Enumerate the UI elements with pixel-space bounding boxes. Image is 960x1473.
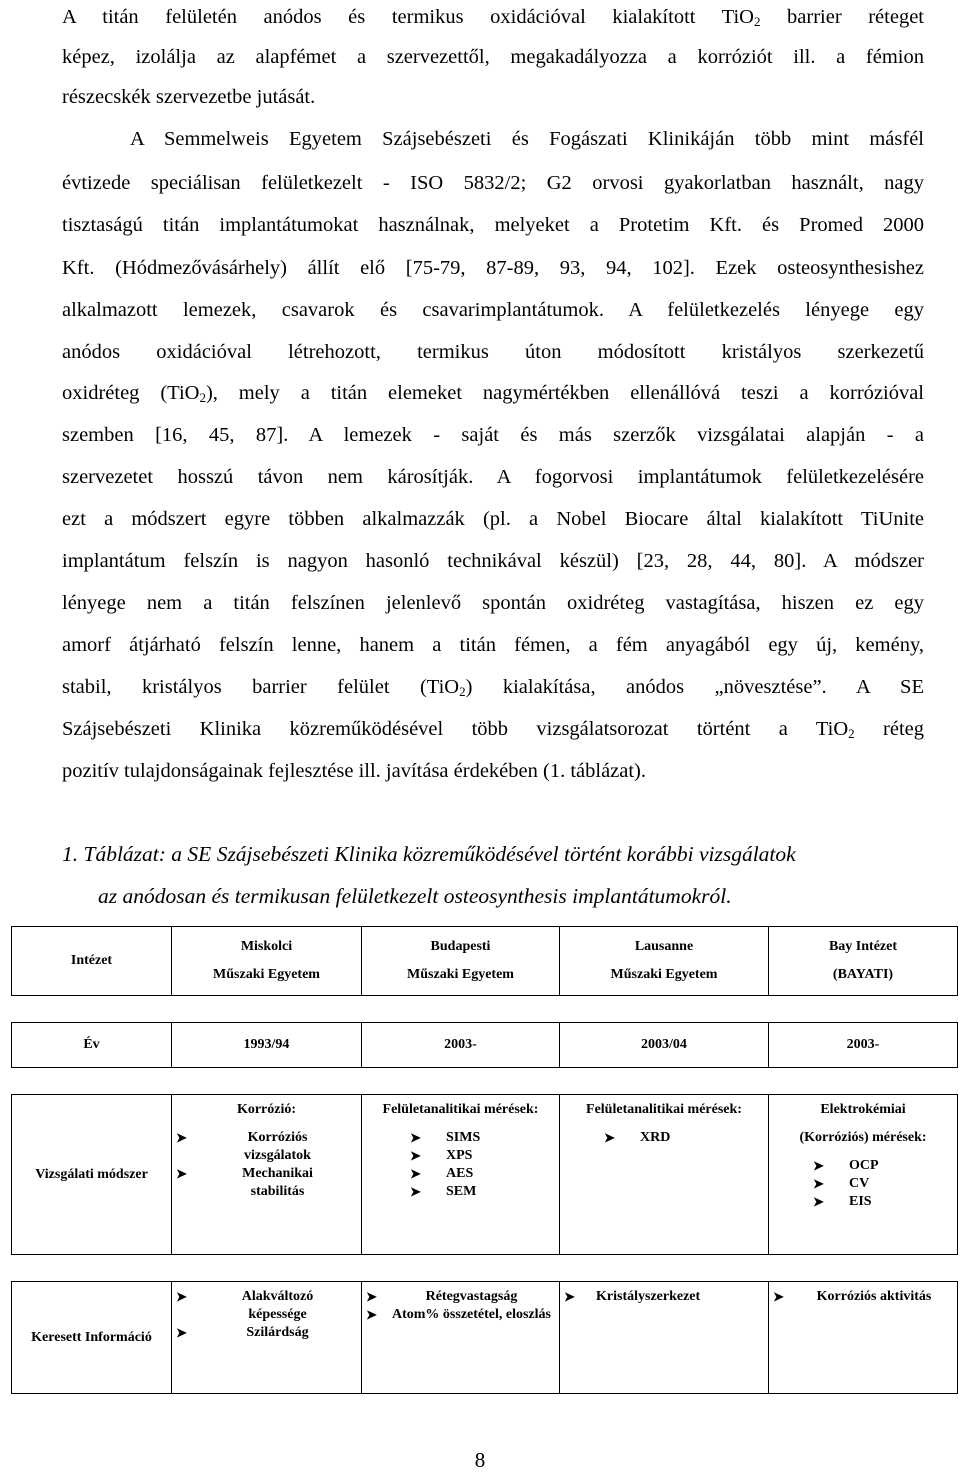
table-cell: 1993/94 [172, 1023, 362, 1068]
row-label: Intézet [70, 953, 113, 968]
table-cell [769, 927, 958, 996]
table-cell [769, 1282, 958, 1394]
body-text-line: részecskék szervezetbe jutását. [62, 86, 316, 108]
list-item: ➤ Kristályszerkezet [564, 1289, 701, 1304]
body-text-line: tisztaságú titán implantátumokat használnak, melyeket a Protetim Kft. és Promed 2000 [62, 214, 924, 236]
cell-title: Korrózió: [236, 1102, 297, 1117]
body-text-line: képez, izolálja az alapfémet a szervezettől, megakadályozza a korróziót ill. a fémion [62, 46, 924, 68]
list-item: ➤ AES [410, 1166, 474, 1181]
table-cell [362, 927, 560, 996]
table-cell: Év [12, 1023, 172, 1068]
table-cell: 2003- [769, 1023, 958, 1068]
table-caption: az anódosan és termikusan felületkezelt osteosynthesis implantátumokról. [98, 884, 732, 908]
table-cell [172, 927, 362, 996]
list-item: ➤ Alakváltozó képessége [176, 1289, 314, 1322]
arrow-bullet-icon: ➤ [564, 1289, 575, 1304]
list-item: ➤ CV [813, 1176, 870, 1191]
column-header: Budapesti [430, 939, 491, 954]
body-text-line: szervezetet hosszú távon nem károsítják. A fogorvosi implantátumok felületkezelésére [62, 466, 924, 488]
body-text-line: Szájsebészeti Klinika közreműködésével több vizsgálatsorozat történt a TiO$_2$ réteg [62, 718, 924, 741]
table-cell [12, 927, 172, 996]
table-row [12, 1095, 958, 1255]
body-text-line: anódos oxidációval létrehozott, termikus úton módosított kristályos szerkezetű [62, 341, 924, 363]
arrow-bullet-icon: ➤ [410, 1130, 421, 1145]
results-table [11, 926, 958, 1394]
list-item: ➤ EIS [813, 1194, 872, 1209]
arrow-bullet-icon: ➤ [176, 1289, 187, 1304]
table-row [12, 1023, 958, 1068]
cell-title: Felületanalitikai mérések: [382, 1102, 539, 1117]
body-text-line: alkalmazott lemezek, csavarok és csavarimplantátumok. A felületkezelés lényege egy [62, 299, 924, 321]
table-cell [362, 1095, 560, 1255]
arrow-bullet-icon: ➤ [813, 1176, 824, 1191]
list-item: ➤ Mechanikai stabilitás [176, 1166, 313, 1199]
arrow-bullet-icon: ➤ [176, 1130, 187, 1145]
table-row [12, 1282, 958, 1394]
column-header: Műszaki Egyetem [407, 967, 514, 982]
body-text-line: pozitív tulajdonságainak fejlesztése ill. javítása érdekében (1. táblázat). [62, 760, 647, 782]
table-cell: Vizsgálati módszer [12, 1095, 172, 1255]
list-item: ➤ SIMS [410, 1130, 481, 1145]
arrow-bullet-icon: ➤ [813, 1194, 824, 1209]
body-text-line: implantátum felszín is nagyon hasonló technikával készül) [23, 28, 44, 80]. A módszer [62, 550, 924, 572]
table-cell [172, 1282, 362, 1394]
column-header: Lausanne [634, 939, 694, 954]
arrow-bullet-icon: ➤ [410, 1148, 421, 1163]
list-item: ➤ SEM [410, 1184, 477, 1199]
list-item: ➤ Szilárdság [176, 1325, 309, 1340]
body-text-line: Kft. (Hódmezővásárhely) állít elő [75-79, 87-89, 93, 94, 102]. Ezek osteosynthesishez [62, 257, 924, 279]
table-cell [172, 1095, 362, 1255]
arrow-bullet-icon: ➤ [176, 1166, 187, 1181]
list-item: ➤ Atom% összetétel, eloszlás [366, 1307, 551, 1322]
table-cell: 2003- [362, 1023, 560, 1068]
table-row [12, 927, 958, 996]
body-text-line: amorf átjárható felszín lenne, hanem a titán fémen, a fém anyagából egy új, kemény, [62, 634, 924, 656]
arrow-bullet-icon: ➤ [176, 1325, 187, 1340]
table-cell [560, 1095, 769, 1255]
arrow-bullet-icon: ➤ [366, 1289, 377, 1304]
table-cell [560, 1282, 769, 1394]
body-text-line: ezt a módszert egyre többen alkalmazzák (pl. a Nobel Biocare által kialakított TiUnite [62, 508, 924, 530]
body-text-line: A Semmelweis Egyetem Szájsebészeti és Fogászati Klinikáján több mint másfél [130, 128, 924, 150]
body-text-line: A titán felületén anódos és termikus oxidációval kialakított TiO$_2$ barrier réteget [62, 6, 924, 29]
column-header: Bay Intézet [828, 939, 898, 954]
list-item: ➤ XPS [410, 1148, 473, 1163]
cell-title: Elektrokémiai [820, 1102, 906, 1117]
list-item: ➤ Rétegvastagság [366, 1289, 518, 1304]
arrow-bullet-icon: ➤ [410, 1166, 421, 1181]
table-cell [769, 1095, 958, 1255]
body-text-line: lényege nem a titán felszínen jelenlevő spontán oxidréteg vastagítása, hiszen ez egy [62, 592, 924, 614]
table-cell [362, 1282, 560, 1394]
table-spacer [12, 1255, 958, 1282]
body-text-line: oxidréteg (TiO$_2$), mely a titán elemeket nagymértékben ellenállóvá teszi a korrózióval [62, 382, 924, 405]
body-text-line: évtizede speciálisan felületkezelt - ISO 5832/2; G2 orvosi gyakorlatban használt, nagy [62, 172, 924, 194]
arrow-bullet-icon: ➤ [773, 1289, 784, 1304]
table-spacer [12, 1068, 958, 1095]
cell-title: (Korróziós) mérések: [799, 1130, 927, 1145]
table-cell [560, 927, 769, 996]
arrow-bullet-icon: ➤ [813, 1158, 824, 1173]
table-cell: 2003/04 [560, 1023, 769, 1068]
cell-title: Felületanalitikai mérések: [586, 1102, 742, 1117]
list-item: ➤ XRD [604, 1130, 671, 1145]
body-text-line: stabil, kristályos barrier felület (TiO$_2$) kialakítása, anódos „növesztése”. A SE [62, 676, 924, 699]
column-header: Műszaki Egyetem [213, 967, 320, 982]
page-number: 8 [474, 1448, 486, 1472]
arrow-bullet-icon: ➤ [366, 1307, 377, 1322]
column-header: (BAYATI) [832, 967, 894, 982]
table-spacer [12, 996, 958, 1023]
body-text-line: szemben [16, 45, 87]. A lemezek - saját és más szerzők vizsgálatai alapján - a [62, 424, 924, 446]
table-caption: 1. Táblázat: a SE Szájsebészeti Klinika közreműködésével történt korábbi vizsgálatok [62, 842, 796, 866]
list-item: ➤ Korróziós vizsgálatok [176, 1130, 311, 1163]
list-item: ➤ Korróziós aktivitás [773, 1289, 932, 1304]
column-header: Műszaki Egyetem [610, 967, 718, 982]
column-header: Miskolci [240, 939, 293, 954]
table-cell: Keresett Információ [12, 1282, 172, 1394]
arrow-bullet-icon: ➤ [410, 1184, 421, 1199]
arrow-bullet-icon: ➤ [604, 1130, 615, 1145]
list-item: ➤ OCP [813, 1158, 879, 1173]
